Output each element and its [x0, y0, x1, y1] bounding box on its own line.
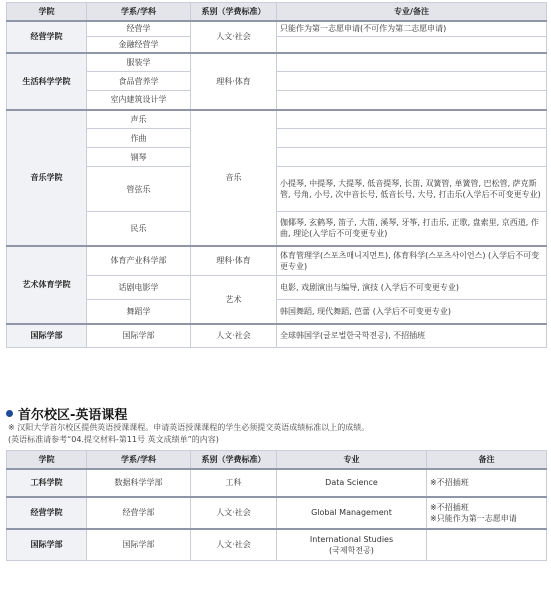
note-cell: 全球韩国学(글로벌한국학전공), 不招插班 — [277, 324, 547, 348]
table-row — [7, 529, 547, 561]
note-cell — [277, 110, 547, 129]
field-cell: 工科 — [191, 469, 277, 497]
note-cell: 伽倻琴, 玄鹤琴, 笛子, 大笛, 溪琴, 牙筝, 打击乐, 正歌, 盘索里, 京西道, 作曲, 理论(入学后不可变更专业) — [277, 212, 547, 246]
major-cell: 食品营养学 — [87, 72, 191, 91]
field-cell: 人文·社会 — [191, 21, 277, 53]
header-major: 学系/学科 — [87, 3, 191, 21]
major-cell: 数据科学学部 — [87, 469, 191, 497]
english-course-table — [6, 450, 547, 561]
note-cell: 小提琴, 中提琴, 大提琴, 低音提琴, 长笛, 双簧管, 单簧管, 巴松管, 萨克斯管, 号角, 小号, 次中音长号, 低音长号, 大号, 打击乐(入学后不可变更专业) — [277, 167, 547, 212]
note-cell — [277, 72, 547, 91]
major-cell: 室内建筑设计学 — [87, 91, 191, 110]
header-major: 学系/学科 — [87, 451, 191, 469]
field-cell: 理科·体育 — [191, 246, 277, 276]
major-cell: 经营学 — [87, 21, 191, 37]
major-cell: 金融经营学 — [87, 37, 191, 53]
note-cell: 韩国舞蹈, 现代舞蹈, 芭蕾 (入学后不可变更专业) — [277, 300, 547, 324]
major-cell: 国际学部 — [87, 529, 191, 561]
major-cell: 经营学部 — [87, 497, 191, 529]
section-title — [6, 404, 546, 422]
table-row — [7, 53, 547, 72]
header-college: 学院 — [7, 451, 87, 469]
college-cell: 艺术体育学院 — [7, 246, 87, 324]
table-row — [7, 469, 547, 497]
major-cell: 话剧电影学 — [87, 276, 191, 300]
note-cell — [277, 53, 547, 72]
field-cell: 艺术 — [191, 276, 277, 324]
note-cell — [277, 91, 547, 110]
field-cell: 理科·体育 — [191, 53, 277, 110]
header-college: 学院 — [7, 3, 87, 21]
major-cell: 体育产业科学部 — [87, 246, 191, 276]
section-title-text: 首尔校区-英语课程 — [18, 407, 128, 423]
college-cell: 工科学院 — [7, 469, 87, 497]
major-cell: 服装学 — [87, 53, 191, 72]
major-cell: 钢琴 — [87, 148, 191, 167]
table-row — [7, 300, 547, 324]
header-note: 专业/备注 — [277, 3, 547, 21]
table-row — [7, 148, 547, 167]
table-row — [7, 212, 547, 246]
program-cell: Global Management — [277, 497, 427, 529]
header-remark: 备注 — [427, 451, 547, 469]
remark-line: ※不招插班 — [430, 502, 469, 512]
header-field: 系别（学费标准） — [191, 451, 277, 469]
table-row — [7, 37, 547, 53]
table-row — [7, 324, 547, 348]
header-field: 系别（学费标准） — [191, 3, 277, 21]
table-row — [7, 497, 547, 529]
table-row — [7, 276, 547, 300]
note-cell — [277, 37, 547, 53]
college-cell: 国际学部 — [7, 324, 87, 348]
major-cell: 舞蹈学 — [87, 300, 191, 324]
major-cell: 管弦乐 — [87, 167, 191, 212]
major-cell: 作曲 — [87, 129, 191, 148]
field-cell: 人文·社会 — [191, 529, 277, 561]
table-row — [7, 110, 547, 129]
header-program: 专业 — [277, 451, 427, 469]
table-row — [7, 246, 547, 276]
majors-table — [6, 2, 547, 348]
note-cell — [277, 148, 547, 167]
note-cell: 只能作为第一志愿申请(不可作为第二志愿申请) — [277, 21, 547, 37]
remark-cell — [427, 469, 547, 497]
program-name-korean: (국제학전공) — [329, 545, 374, 555]
college-cell: 生活科学学院 — [7, 53, 87, 110]
note-cell: 电影, 戏剧演出与编导, 演技 (入学后不可变更专业) — [277, 276, 547, 300]
remark-cell — [427, 497, 547, 529]
field-cell: 人文·社会 — [191, 497, 277, 529]
field-cell: 人文·社会 — [191, 324, 277, 348]
major-cell: 民乐 — [87, 212, 191, 246]
major-cell: 国际学部 — [87, 324, 191, 348]
major-cell: 声乐 — [87, 110, 191, 129]
college-cell: 经营学院 — [7, 497, 87, 529]
english-course-section — [6, 404, 546, 561]
section-note-line2: (英语标准请参考“04.提交材料-第11号 英文成绩单”的内容) — [8, 435, 219, 444]
table-row — [7, 91, 547, 110]
remark-line: ※只能作为第一志愿申请 — [430, 513, 517, 523]
note-cell: 体育管理学(스포츠매니지먼트), 体育科学(스포츠사이언스) (入学后不可变更专业) — [277, 246, 547, 276]
program-cell — [277, 529, 427, 561]
college-cell: 经营学院 — [7, 21, 87, 53]
remark-line: ※不招插班 — [430, 478, 469, 487]
bullet-dot-icon — [6, 410, 13, 417]
remark-cell — [427, 529, 547, 561]
table-row — [7, 129, 547, 148]
program-name: International Studies — [309, 534, 394, 544]
note-cell — [277, 129, 547, 148]
table-row — [7, 167, 547, 212]
field-cell: 音乐 — [191, 110, 277, 246]
section-note-line1: ※ 汉阳大学首尔校区提供英语授课课程。申请英语授课课程的学生必须提交英语成绩标准以上的成绩。 — [8, 423, 370, 432]
table-row — [7, 21, 547, 37]
table-row — [7, 72, 547, 91]
program-cell: Data Science — [277, 469, 427, 497]
college-cell: 国际学部 — [7, 529, 87, 561]
college-cell: 音乐学院 — [7, 110, 87, 246]
